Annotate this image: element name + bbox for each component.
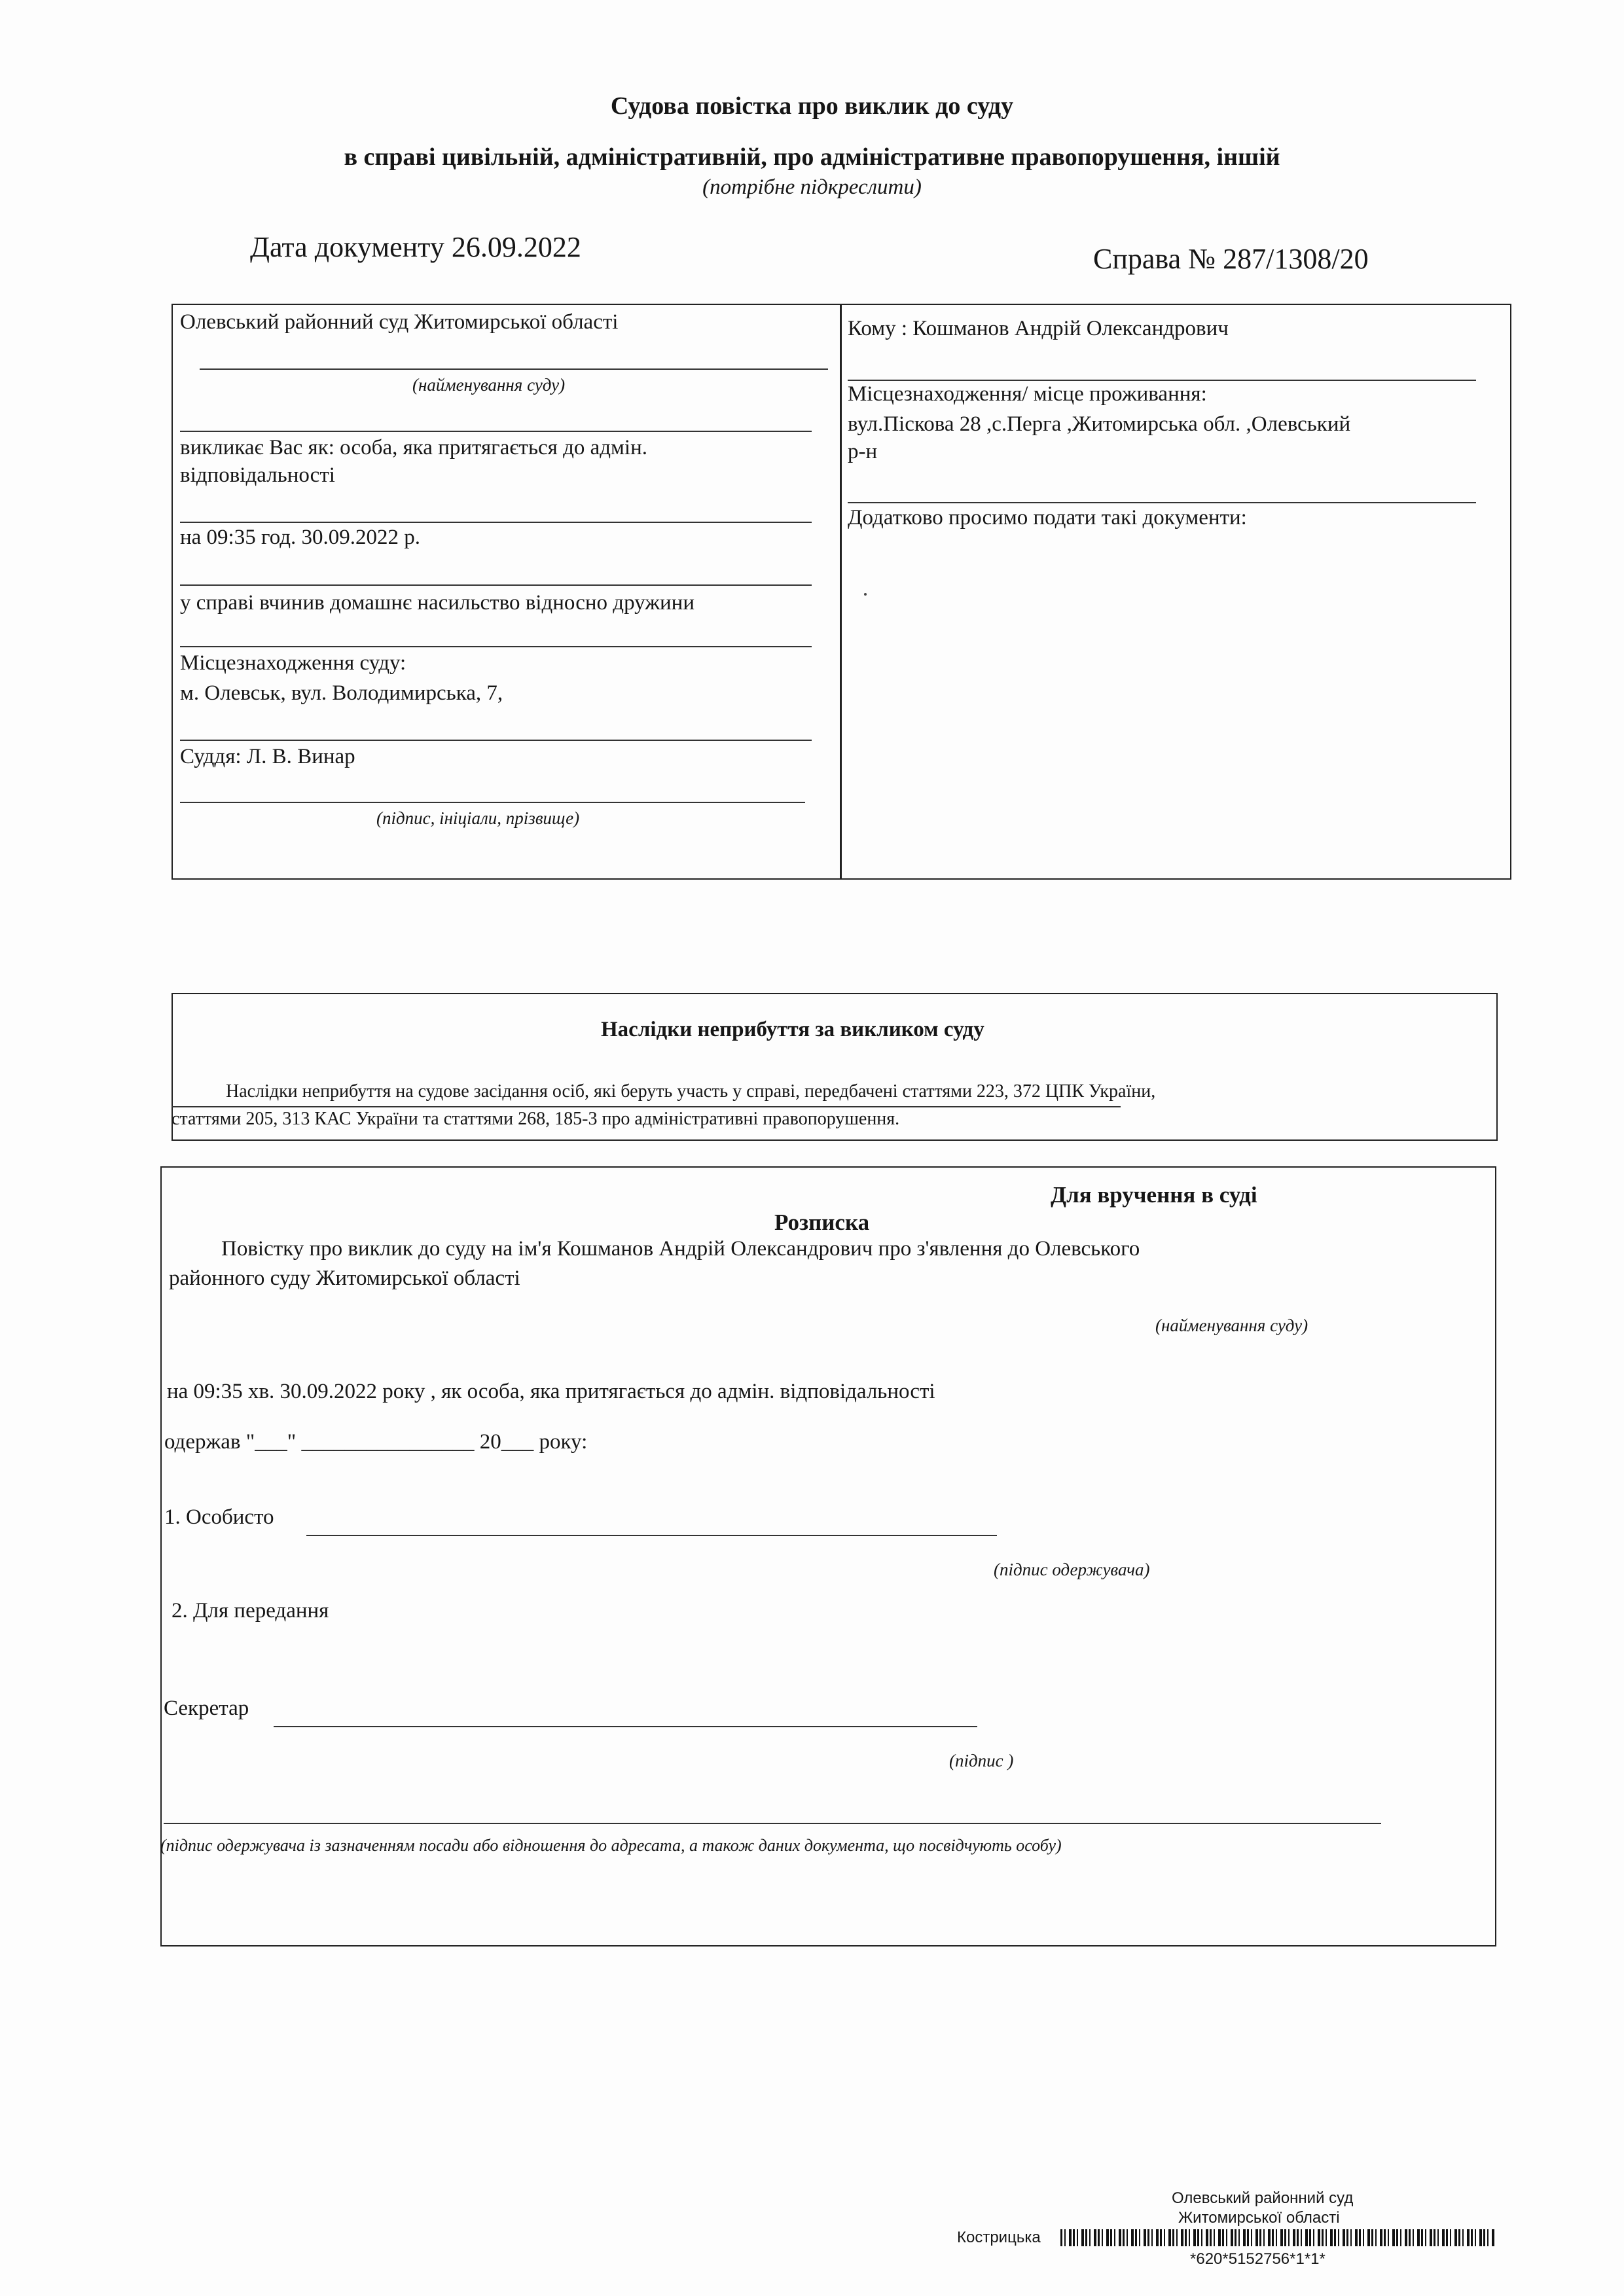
- receipt-court-caption: (найменування суду): [1155, 1316, 1308, 1335]
- recipient-underline: [848, 380, 1476, 381]
- hearing-time: на 09:35 год. 30.09.2022 р.: [180, 526, 421, 549]
- location-underline: [180, 740, 812, 741]
- receipt-line1: Повістку про виклик до суду на ім'я Кошманов Андрій Олександрович про з'явлення до Олевського: [221, 1237, 1140, 1261]
- court-location-label: Місцезнаходження суду:: [180, 651, 406, 675]
- address-line1: вул.Піскова 28 ,с.Перга ,Житомирська обл. ,Олевський: [848, 412, 1351, 436]
- receipt-title: Розписка: [774, 1210, 870, 1235]
- stray-mark: [864, 593, 867, 596]
- secretary-label: Секретар: [164, 1696, 249, 1720]
- court-caption: (найменування суду): [412, 375, 566, 395]
- consequences-underline: [171, 1106, 1121, 1107]
- judge-underline: [180, 802, 805, 803]
- caption-underline: [180, 431, 812, 432]
- consequences-line1: Наслідки неприбуття на судове засідання осіб, які беруть участь у справі, передбачені статтями 223, 372 ЦПК України,: [226, 1081, 1156, 1102]
- consequences-line2: статтями 205, 313 КАС України та статтями 268, 185-3 про адміністративні правопорушення.: [171, 1109, 900, 1129]
- address-underline: [848, 502, 1476, 503]
- receipt-line2: районного суду Житомирської області: [169, 1266, 520, 1290]
- personally-signature-line: [306, 1535, 997, 1536]
- barcode: [1060, 2229, 1496, 2246]
- footnote-signature-line: [164, 1823, 1381, 1824]
- court-underline: [200, 368, 828, 370]
- extra-documents: Додатково просимо подати такі документи:: [848, 506, 1247, 529]
- underline-note: (потрібне підкреслити): [702, 175, 922, 199]
- personally-label: 1. Особисто: [164, 1505, 274, 1529]
- role-underline: [180, 522, 812, 523]
- for-court-label: Для вручення в суді: [1051, 1182, 1257, 1208]
- document-date: Дата документу 26.09.2022: [250, 231, 581, 263]
- address-line2: р-н: [848, 440, 878, 463]
- receipt-footnote: (підпис одержувача із зазначенням посади або відношення до адресата, а також даних документа, що посвідчують особу): [160, 1836, 1062, 1855]
- page-subtitle: в справі цивільній, адміністративній, про адміністративне правопорушення, іншій: [344, 143, 1280, 171]
- consequences-title: Наслідки неприбуття за викликом суду: [601, 1018, 984, 1041]
- time-underline: [180, 584, 812, 586]
- stamp-court-line2: Житомирської області: [1178, 2209, 1340, 2227]
- summons-role-line2: відповідальності: [180, 463, 335, 487]
- case-desc-underline: [180, 646, 812, 647]
- recipient-signature-caption: (підпис одержувача): [994, 1560, 1150, 1579]
- summons-role-line1: викликає Вас як: особа, яка притягається до адмін.: [180, 436, 648, 459]
- recipient-name: Кому : Кошманов Андрій Олександрович: [848, 317, 1229, 340]
- case-description: у справі вчинив домашнє насильство відносно дружини: [180, 591, 695, 615]
- judge-name: Суддя: Л. В. Винар: [180, 745, 355, 768]
- for-transfer-label: 2. Для передання: [171, 1599, 329, 1623]
- judge-caption: (підпис, ініціали, прізвище): [376, 808, 580, 828]
- clerk-name: Кострицька: [957, 2229, 1041, 2246]
- page-title: Судова повістка про виклик до суду: [610, 92, 1014, 120]
- stamp-court-line1: Олевський районний суд: [1172, 2189, 1354, 2207]
- received-date-line: одержав "___" ________________ 20___ року:: [164, 1430, 588, 1454]
- court-location: м. Олевськ, вул. Володимирська, 7,: [180, 681, 503, 705]
- address-label: Місцезнаходження/ місце проживання:: [848, 382, 1207, 406]
- summons-divider: [840, 304, 842, 880]
- secretary-signature-line: [274, 1726, 977, 1727]
- receipt-time-line: на 09:35 хв. 30.09.2022 року , як особа, яка притягається до адмін. відповідальності: [167, 1380, 935, 1403]
- court-name: Олевський районний суд Житомирської області: [180, 310, 619, 334]
- case-number: Справа № 287/1308/20: [1093, 243, 1369, 275]
- barcode-number: *620*5152756*1*1*: [1190, 2250, 1326, 2268]
- secretary-signature-caption: (підпис ): [949, 1751, 1014, 1770]
